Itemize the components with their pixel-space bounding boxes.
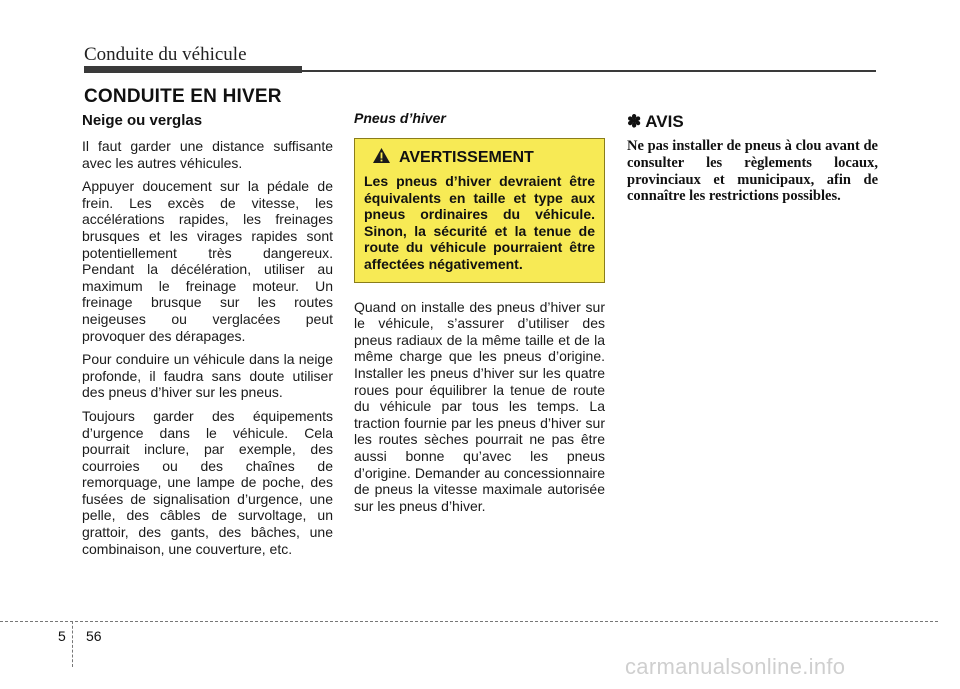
paragraph: Toujours garder des équipements d’urgence dans le véhicule. Cela pourrait inclure, par exemple, des courroies ou des chaînes de remorquage, une lampe de poche, des fusées de signalisation d’urgence, une pelle, des câbles de survoltage, un grattoir, des gants, des bâches, une combinaison, une couverture, etc. <box>82 407 333 557</box>
header-rule-thick <box>84 66 302 73</box>
warning-title: AVERTISSEMENT <box>399 149 534 166</box>
left-column <box>82 110 333 564</box>
warning-text: Les pneus d’hiver devraient être équivalents en taille et type aux pneus ordinaires du véhicule. Sinon, la sécurité et la tenue de route du véhicule pourraient être affectées négativement. <box>364 173 595 272</box>
section-number: 5 <box>58 628 66 644</box>
middle-column <box>354 110 605 521</box>
header-rule-thin <box>302 70 876 72</box>
notice-title: AVIS <box>645 112 684 131</box>
footer-divider <box>72 621 73 667</box>
page-number: 56 <box>86 628 102 644</box>
footer-rule <box>0 621 938 622</box>
warning-triangle-icon <box>372 147 391 169</box>
warning-header <box>372 147 595 169</box>
snow-ice-heading: Neige ou verglas <box>82 112 203 129</box>
paragraph: Appuyer doucement sur la pédale de frein. Les excès de vitesse, les accélérations rapides, les freinages brusques et les virages rapides sont potentiellement très dangereux. Pendant la décélération, utiliser au maximum le freinage moteur. Un freinage brusque sur les routes neigeuses ou verglacées peut provoquer des dérapages. <box>82 178 333 344</box>
right-column <box>627 110 878 205</box>
warning-box <box>354 138 605 283</box>
paragraph: Pour conduire un véhicule dans la neige profonde, il faudra sans doute utiliser des pneus d’hiver sur les pneus. <box>82 351 333 401</box>
chapter-title: Conduite du véhicule <box>84 44 247 65</box>
paragraph: Il faut garder une distance suffisante avec les autres véhicules. <box>82 138 333 171</box>
winter-tires-heading: Pneus d’hiver <box>354 110 446 126</box>
paragraph: Quand on installe des pneus d’hiver sur le véhicule, s’assurer d’utiliser des pneus radiaux de la même taille et de la même charge que les pneus d’origine. Installer les pneus d’hiver sur les quatre roues pour équilibrer la tenue de route du véhicule par tous les temps. La traction fournie par les pneus d’hiver sur les routes sèches pourrait ne pas être aussi bonne qu’avec les pneus d’origine. Demander au concessionnaire de pneus la vitesse maximale autorisée sur les pneus d’hiver. <box>354 298 605 514</box>
notice-header <box>627 112 878 132</box>
section-title: CONDUITE EN HIVER <box>84 86 282 107</box>
notice-text: Ne pas installer de pneus à clou avant de consulter les règlements locaux, provinciaux et municipaux, afin de connaître les restrictions possibles. <box>627 138 878 205</box>
asterisk-icon: ✽ <box>627 112 642 131</box>
watermark: carmanualsonline.info <box>625 654 846 679</box>
